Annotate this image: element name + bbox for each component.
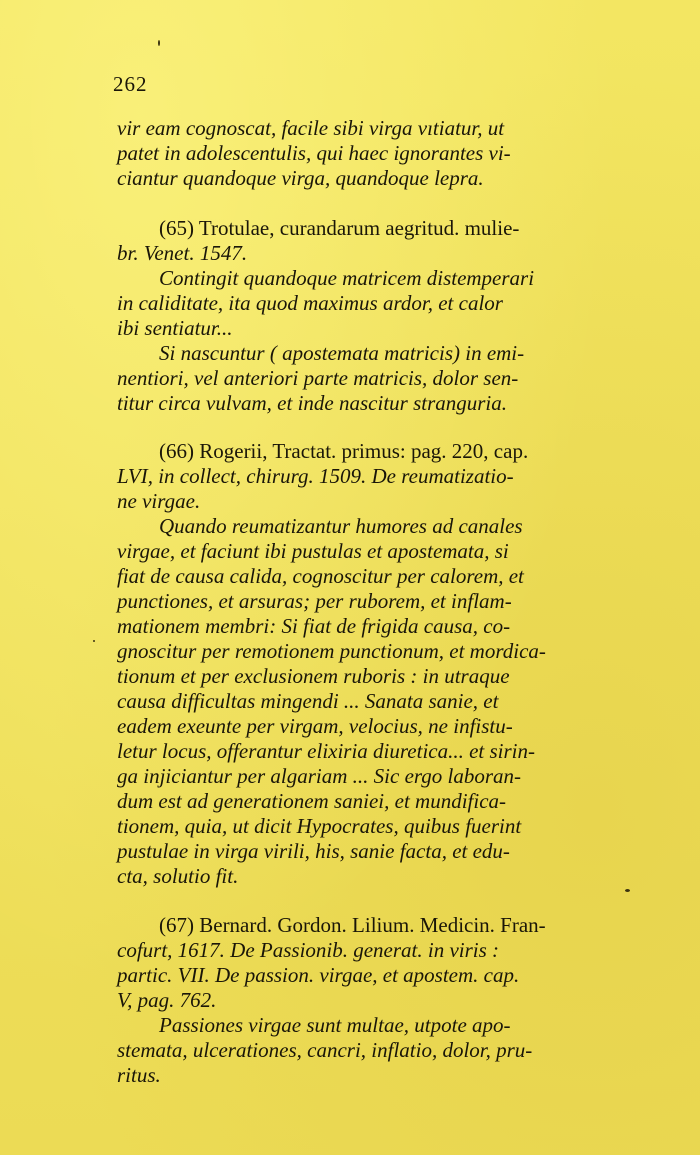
footnote-67 [117,913,657,1088]
citation-line: (65) Trotulae, curandarum aegritud. mulie- [159,216,520,240]
citation-line: LVI, in collect, chirurg. 1509. De reumatizatio- [117,464,514,488]
quote-line: stemata, ulcerationes, cancri, inflatio, dolor, pru- [117,1038,533,1062]
quote-line: ga injiciantur per algariam ... Sic ergo laboran- [117,764,522,788]
citation-line: partic. VII. De passion. virgae, et apostem. cap. [117,963,520,987]
citation-line: br. Venet. 1547. [117,241,248,265]
quote-line: Contingit quandoque matricem distemperari [159,266,535,290]
quote-line: titur circa vulvam, et inde nascitur stranguria. [117,391,508,415]
citation-line: (67) Bernard. Gordon. Lilium. Medicin. Fran- [159,913,546,937]
quote-line: letur locus, offerantur elixiria diuretica... et sirin- [117,739,536,763]
quote-line: ritus. [117,1063,161,1087]
quote-line: virgae, et faciunt ibi pustulas et apostemata, si [117,539,509,563]
quote-line: causa difficultas mingendi ... Sanata sanie, et [117,689,499,713]
text-line: patet in adolescentulis, qui haec ignorantes vi- [117,141,511,165]
quote-line: cta, solutio fit. [117,864,239,888]
citation-line: V, pag. 762. [117,988,217,1012]
footnote-66 [117,439,657,889]
quote-line: eadem exeunte per virgam, velocius, ne infistu- [117,714,513,738]
ink-speck [158,40,160,46]
citation-line: (66) Rogerii, Tractat. primus: pag. 220, cap. [159,439,529,463]
quote-line: in caliditate, ita quod maximus ardor, et calor [117,291,503,315]
paragraph-continuation [117,116,657,191]
quote-line: Passiones virgae sunt multae, utpote apo- [159,1013,511,1037]
quote-line: nentiori, vel anteriori parte matricis, dolor sen- [117,366,519,390]
quote-line: Quando reumatizantur humores ad canales [159,514,523,538]
quote-line: dum est ad generationem saniei, et mundifica- [117,789,507,813]
text-line: vir eam cognoscat, facile sibi virga vıtiatur, ut [117,116,505,140]
ink-speck [93,640,95,642]
text-line: ciantur quandoque virga, quandoque lepra. [117,166,484,190]
footnote-65 [117,216,657,416]
quote-line: mationem membri: Si fiat de frigida causa, co- [117,614,511,638]
quote-line: punctiones, et arsuras; per ruborem, et inflam- [117,589,512,613]
page-number: 262 [113,72,148,96]
citation-line: ne virgae. [117,489,201,513]
citation-line: cofurt, 1617. De Passionib. generat. in viris : [117,938,500,962]
quote-line: tionum et per exclusionem ruboris : in utraque [117,664,510,688]
quote-line: tionem, quia, ut dicit Hypocrates, quibus fuerint [117,814,522,838]
ink-speck [625,889,630,892]
quote-line: ibi sentiatur... [117,316,233,340]
quote-line: pustulae in virga virili, his, sanie facta, et edu- [117,839,510,863]
quote-line: fiat de causa calida, cognoscitur per calorem, et [117,564,524,588]
quote-line: gnoscitur per remotionem punctionum, et mordica- [117,639,546,663]
quote-line: Si nascuntur ( apostemata matricis) in emi- [159,341,525,365]
